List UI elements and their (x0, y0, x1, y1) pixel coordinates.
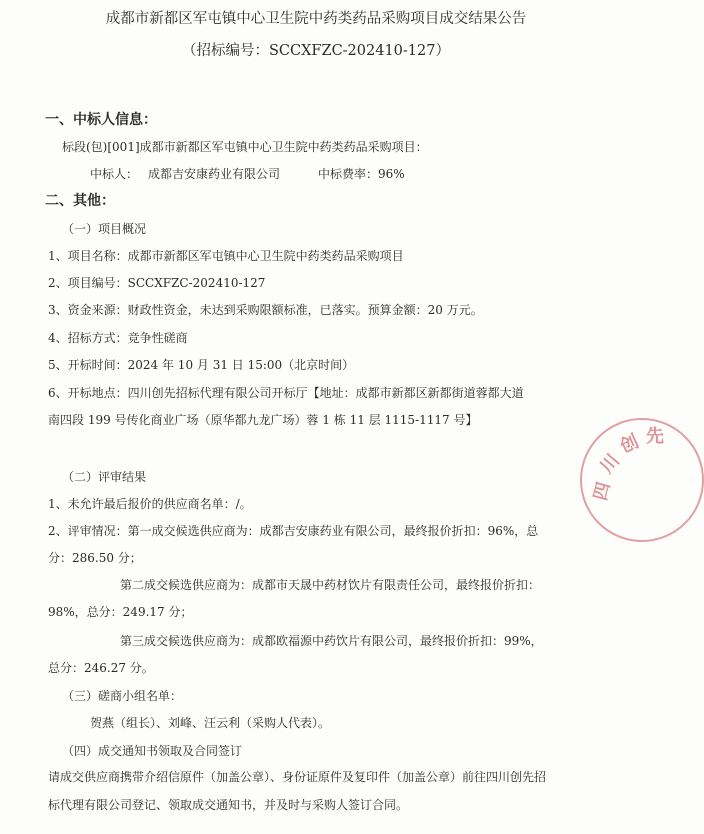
result-2-cont: 分：286.50 分； (48, 551, 142, 565)
winner-name: 成都吉安康药业有限公司 (148, 167, 281, 181)
sub-heading-notice: （四）成交通知书领取及合同签订 (62, 744, 243, 758)
section-1-heading: 一、中标人信息： (45, 112, 157, 128)
result-2: 2、评审情况：第一成交候选供应商为：成都吉安康药业有限公司，最终报价折扣：96%，总 (48, 524, 539, 538)
item-location-cont: 南四段 199 号传化商业广场（原华都九龙广场）蓉 1 栋 11 层 1115-1117 号】 (48, 413, 478, 427)
item-project-name: 1、项目名称：成都市新都区军屯镇中心卫生院中药类药品采购项目 (48, 249, 404, 263)
sub-heading-overview: （一）项目概况 (62, 222, 147, 236)
section-2-heading: 二、其他： (45, 193, 115, 209)
item-project-number: 2、项目编号：SCCXFZC-202410-127 (48, 276, 266, 290)
item-location: 6、开标地点：四川创先招标代理有限公司开标厅【地址：成都市新都区新都街道蓉都大道 (48, 386, 524, 400)
item-funding: 3、资金来源：财政性资金，未达到采购限额标准，已落实。预算金额：20 万元。 (48, 303, 483, 317)
bid-number: （招标编号：SCCXFZC-202410-127） (181, 43, 450, 59)
result-1: 1、未允许最后报价的供应商名单：/。 (48, 497, 252, 511)
sub-heading-results: （二）评审结果 (62, 470, 147, 484)
company-seal: 四 川 创 先 (580, 418, 704, 542)
item-method: 4、招标方式：竞争性磋商 (48, 331, 188, 345)
lot-line: 标段(包)[001]成都市新都区军屯镇中心卫生院中药类药品采购项目： (62, 140, 428, 154)
sub-heading-panel: （三）磋商小组名单： (62, 689, 183, 703)
result-3: 第二成交候选供应商为：成都市天晟中药材饮片有限责任公司，最终报价折扣： (120, 578, 541, 592)
result-4: 第三成交候选供应商为：成都欧福源中药饮片有限公司，最终报价折扣：99%， (120, 634, 543, 648)
item-open-time: 5、开标时间：2024 年 10 月 31 日 15:00（北京时间） (48, 358, 355, 372)
rate-value: 96% (378, 167, 405, 181)
rate-label: 中标费率： (318, 167, 379, 181)
doc-title: 成都市新都区军屯镇中心卫生院中药类药品采购项目成交结果公告 (105, 11, 527, 27)
notice-line-2: 标代理有限公司登记、领取成交通知书，并及时与采购人签订合同。 (48, 798, 409, 812)
winner-label: 中标人： (90, 167, 139, 181)
result-3-cont: 98%，总分：249.17 分； (48, 605, 193, 619)
result-4-cont: 总分：246.27 分。 (48, 661, 154, 675)
panel-members: 贺燕（组长）、刘峰、汪云利（采购人代表）。 (90, 716, 331, 730)
notice-line-1: 请成交供应商携带介绍信原件（加盖公章）、身份证原件及复印件（加盖公章）前往四川创先招 (48, 770, 547, 784)
